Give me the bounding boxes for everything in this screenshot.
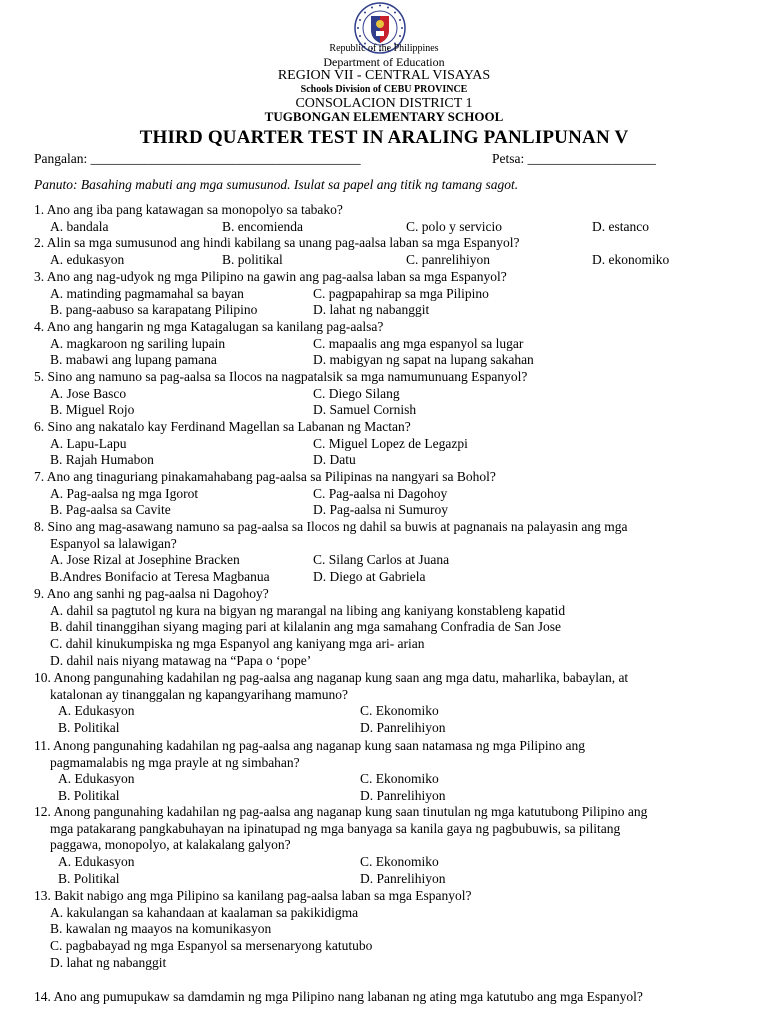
question-6-option: C. Miguel Lopez de Legazpi <box>313 435 468 451</box>
question-11-option: D. Panrelihiyon <box>360 788 446 804</box>
question-2-option: D. ekonomiko <box>592 251 670 267</box>
question-1-option: A. bandala <box>50 218 109 234</box>
question-6-option: A. Lapu-Lapu <box>50 435 127 451</box>
question-1-option: B. encomienda <box>222 218 303 234</box>
question-10-option: D. Panrelihiyon <box>360 720 446 736</box>
division-text: Schools Division of CEBU PROVINCE <box>300 84 468 95</box>
question-14-stem: 14. Ano ang pumupukaw sa damdamin ng mga Pilipino nang labanan ng ating mga katutubo ang mga Espanyol? <box>34 989 643 1004</box>
question-1-option: C. polo y servicio <box>406 218 502 234</box>
instructions: Panuto: Basahing mabuti ang mga sumusunod. Isulat sa papel ang titik ng tamang sagot. <box>34 177 519 192</box>
question-12-option: A. Edukasyon <box>58 854 135 870</box>
question-12-option: B. Politikal <box>58 870 120 886</box>
name-blank[interactable]: ________________________________________ <box>90 151 361 166</box>
question-12-stem-cont: mga patakarang pangkabuhayan na ipinatupad ng mga banyaga sa kanila gaya ng pagbubuwis, sa pilitang <box>50 820 621 836</box>
question-8-stem: 8. Sino ang mag-asawang namuno sa pag-aalsa sa Ilocos ng dahil sa buwis at pagnanais na palayasin ang mga <box>34 519 628 534</box>
question-12-option: C. Ekonomiko <box>360 854 439 870</box>
question-2-stem: 2. Alin sa mga sumusunod ang hindi kabilang sa unang pag-aalsa laban sa mga Espanyol? <box>34 235 520 250</box>
date-field-row[interactable] <box>492 151 656 167</box>
question-2-option: B. politikal <box>222 251 283 267</box>
question-8-option: B.Andres Bonifacio at Teresa Magbanua <box>50 569 270 585</box>
question-13-option: D. lahat ng nabanggit <box>50 954 167 970</box>
question-11-option: C. Ekonomiko <box>360 771 439 787</box>
question-2-option: C. panrelihiyon <box>406 251 490 267</box>
question-11-stem: 11. Anong pangunahing kadahilan ng pag-aalsa ang naganap kung saan natamasa ng mga Pilipino ang <box>34 738 585 753</box>
question-13-option: A. kakulangan sa kahandaan at kaalaman sa pakikidigma <box>50 904 359 920</box>
question-11-stem-cont: pagmamalabis ng mga prayle at ng simbahan? <box>50 754 300 770</box>
question-4-option: D. mabigyan ng sapat na lupang sakahan <box>313 352 534 368</box>
question-1-option: D. estanco <box>592 218 649 234</box>
question-13-option: B. kawalan ng maayos na komunikasyon <box>50 921 272 937</box>
question-4-option: B. mabawi ang lupang pamana <box>50 352 217 368</box>
question-10-stem: 10. Anong pangunahing kadahilan ng pag-aalsa ang naganap kung saan ang mga datu, maharlika, babaylan, at <box>34 670 629 685</box>
question-3-option: B. pang-aabuso sa karapatang Pilipino <box>50 302 258 318</box>
question-12-stem-cont: paggawa, monopolyo, at kalakalang galyon? <box>50 837 291 853</box>
question-5-option: D. Samuel Cornish <box>313 402 417 418</box>
question-3-option: C. pagpapahirap sa mga Pilipino <box>313 285 489 301</box>
name-label: Pangalan: <box>34 151 88 166</box>
question-8-option: C. Silang Carlos at Juana <box>313 552 450 568</box>
test-title: THIRD QUARTER TEST IN ARALING PANLIPUNAN V <box>139 127 629 148</box>
question-9-option: C. dahil kinukumpiska ng mga Espanyol ang kaniyang mga ari- arian <box>50 636 425 652</box>
question-5-option: C. Diego Silang <box>313 385 400 401</box>
question-10-stem-cont: katalonan ay tinanggalan ng kapangyarihang mamuno? <box>50 686 349 702</box>
question-9-stem: 9. Ano ang sanhi ng pag-aalsa ni Dagohoy? <box>34 586 269 601</box>
question-8-option: D. Diego at Gabriela <box>313 569 426 585</box>
question-6-option: B. Rajah Humabon <box>50 452 154 468</box>
question-1-stem: 1. Ano ang iba pang katawagan sa monopolyo sa tabako? <box>34 202 343 217</box>
question-3-option: A. matinding pagmamahal sa bayan <box>50 285 244 301</box>
question-3-stem: 3. Ano ang nag-udyok ng mga Pilipino na gawin ang pag-aalsa laban sa mga Espanyol? <box>34 269 507 284</box>
question-2-option: A. edukasyon <box>50 251 125 267</box>
question-9-option: A. dahil sa pagtutol ng kura na bigyan ng marangal na libing ang kaniyang konstableng kapatid <box>50 602 566 618</box>
question-5-stem: 5. Sino ang namuno sa pag-aalsa sa Ilocos na nagpatalsik sa mga namumunuang Espanyol? <box>34 369 528 384</box>
question-11-option: A. Edukasyon <box>58 771 135 787</box>
question-9-option: B. dahil tinanggihan siyang maging pari at kilalanin ang mga samahang Confradia de San Jose <box>50 619 562 635</box>
question-7-option: B. Pag-aalsa sa Cavite <box>50 502 171 518</box>
question-3-option: D. lahat ng nabanggit <box>313 302 430 318</box>
question-9-option: D. dahil nais niyang matawag na “Papa o ‘pope’ <box>50 652 312 668</box>
date-blank[interactable]: ___________________ <box>527 151 656 166</box>
question-10-option: B. Politikal <box>58 720 120 736</box>
question-7-option: C. Pag-aalsa ni Dagohoy <box>313 485 448 501</box>
question-8-stem-cont: Espanyol sa lalawigan? <box>50 535 177 551</box>
question-12-option: D. Panrelihiyon <box>360 870 446 886</box>
date-label: Petsa: <box>492 151 525 166</box>
name-field-row[interactable] <box>34 151 361 167</box>
question-4-stem: 4. Ano ang hangarin ng mga Katagalugan sa kanilang pag-aalsa? <box>34 319 384 334</box>
question-12-stem: 12. Anong pangunahing kadahilan ng pag-aalsa ang naganap kung saan tinutulan ng mga katutubong Pilipino ang <box>34 804 648 819</box>
republic-text: Republic of the Philippines <box>329 43 439 54</box>
question-13-stem: 13. Bakit nabigo ang mga Pilipino sa kanilang pag-aalsa laban sa mga Espanyol? <box>34 888 472 903</box>
question-11-option: B. Politikal <box>58 788 120 804</box>
question-6-option: D. Datu <box>313 452 356 468</box>
question-5-option: B. Miguel Rojo <box>50 402 135 418</box>
district-text: CONSOLACION DISTRICT 1 <box>295 96 473 111</box>
question-8-option: A. Jose Rizal at Josephine Bracken <box>50 552 240 568</box>
school-name: TUGBONGAN ELEMENTARY SCHOOL <box>264 109 504 124</box>
question-13-option: C. pagbabayad ng mga Espanyol sa mersenaryong katutubo <box>50 938 373 954</box>
question-4-option: C. mapaalis ang mga espanyol sa lugar <box>313 335 524 351</box>
question-10-option: A. Edukasyon <box>58 703 135 719</box>
question-6-stem: 6. Sino ang nakatalo kay Ferdinand Magellan sa Labanan ng Mactan? <box>34 419 411 434</box>
region-text: REGION VII - CENTRAL VISAYAS <box>277 68 491 83</box>
question-7-option: D. Pag-aalsa ni Sumuroy <box>313 502 448 518</box>
question-7-option: A. Pag-aalsa ng mga Igorot <box>50 485 199 501</box>
department-text: Department of Education <box>323 55 445 69</box>
question-10-option: C. Ekonomiko <box>360 703 439 719</box>
question-4-option: A. magkaroon ng sariling lupain <box>50 335 226 351</box>
question-5-option: A. Jose Basco <box>50 385 127 401</box>
question-7-stem: 7. Ano ang tinaguriang pinakamahabang pag-aalsa sa Pilipinas na nangyari sa Bohol? <box>34 469 496 484</box>
